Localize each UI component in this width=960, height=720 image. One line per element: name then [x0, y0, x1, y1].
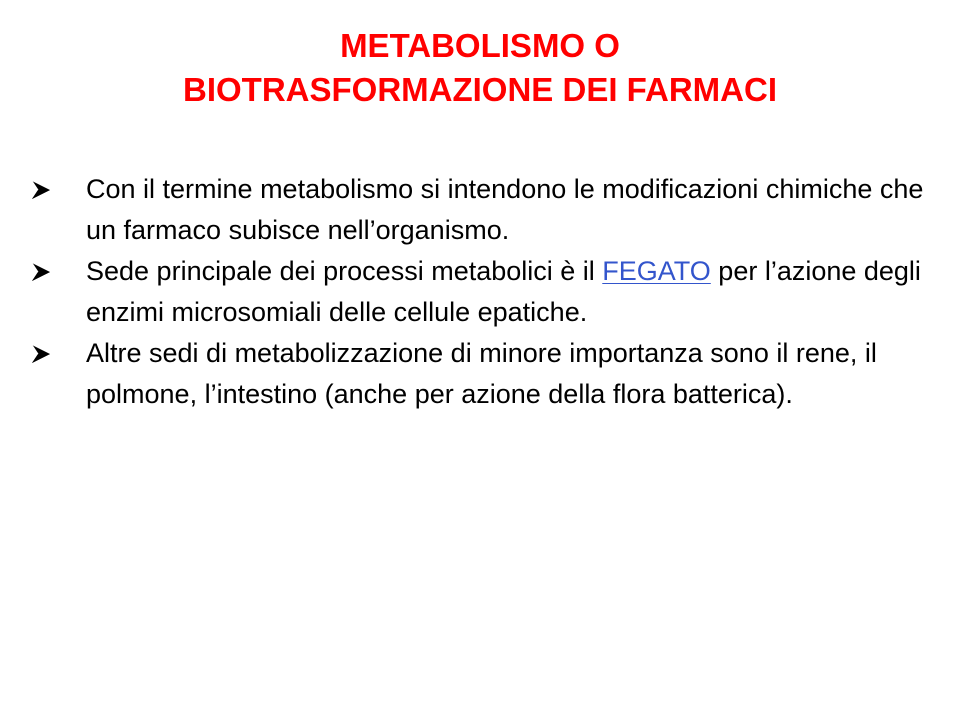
bullet-text-after-link: per l’azione degli enzimi microsomiali delle cellule epatiche. [86, 256, 921, 327]
bullet-text-before-link: Sede principale dei processi metabolici è il [86, 256, 603, 286]
bullet-text-metabolismo: Con il termine metabolismo si intendono le modificazioni chimiche che un farmaco subisce nell’organismo. [86, 174, 924, 245]
slide-title-line-1: METABOLISMO O [340, 27, 620, 64]
bullet-list [30, 169, 930, 415]
arrowhead-bullet-icon [30, 261, 52, 283]
slide-title [0, 24, 960, 112]
bullet-item-metabolismo [30, 169, 930, 251]
bullet-text-sede-principale [86, 251, 930, 333]
bullet-text-altre-sedi: Altre sedi di metabolizzazione di minore importanza sono il rene, il polmone, l’intestino (anche per azione della flora batterica). [86, 338, 877, 409]
bullet-item-altre-sedi [30, 333, 930, 415]
slide-title-line-2: BIOTRASFORMAZIONE DEI FARMACI [183, 71, 777, 108]
arrowhead-bullet-icon [30, 179, 52, 201]
bullet-item-sede-principale [30, 251, 930, 333]
fegato-link[interactable]: FEGATO [602, 256, 711, 286]
arrowhead-bullet-icon [30, 343, 52, 365]
